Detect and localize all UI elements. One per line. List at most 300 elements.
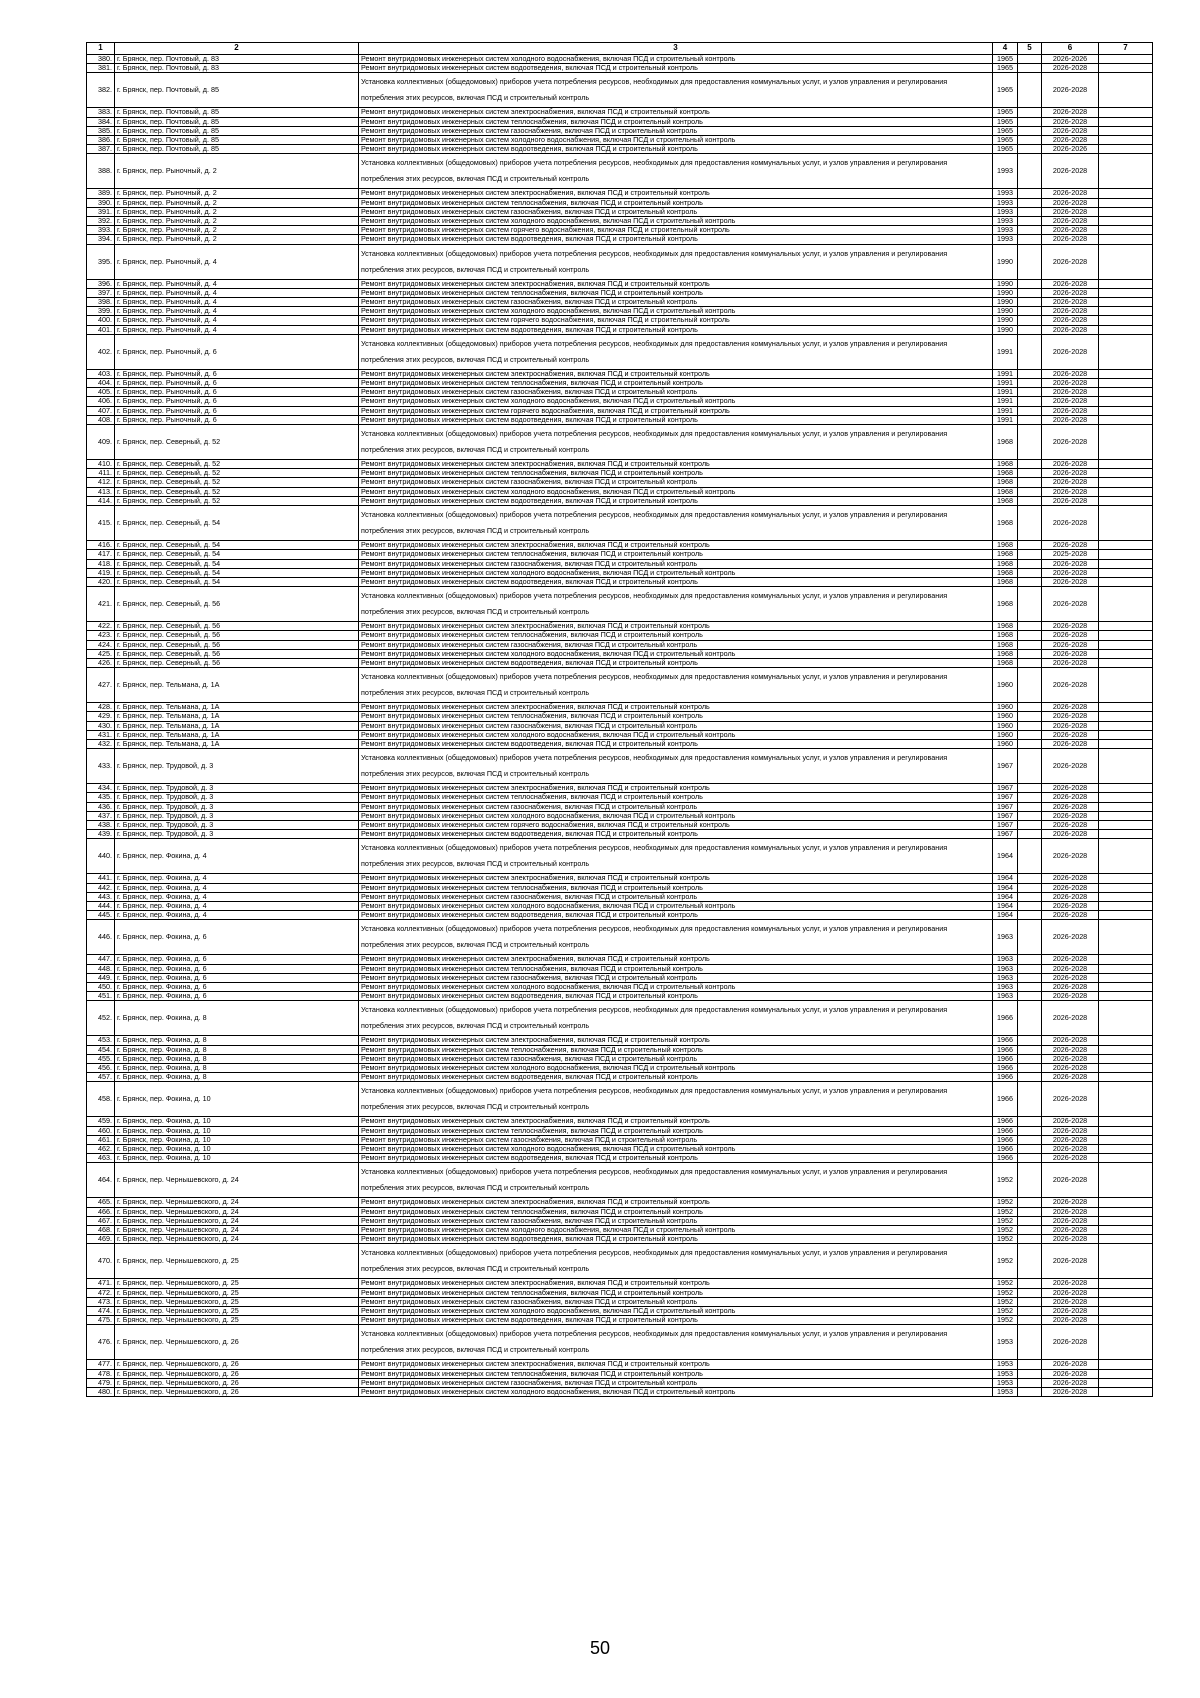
empty-cell [1018, 541, 1042, 550]
empty-cell [1099, 982, 1153, 991]
empty-cell [1018, 1369, 1042, 1378]
year-cell: 1953 [993, 1360, 1018, 1369]
work-type-cell: Ремонт внутридомовых инженерных систем холодного водоснабжения, включая ПСД и строительный контроль [359, 982, 993, 991]
row-number: 401. [87, 325, 115, 334]
period-cell: 2026-2028 [1042, 1126, 1099, 1135]
table-row [87, 1316, 1153, 1325]
row-number: 469. [87, 1235, 115, 1244]
address-cell: г. Брянск, пер. Рыночный, д. 4 [115, 298, 359, 307]
empty-cell [1018, 217, 1042, 226]
empty-cell [1018, 388, 1042, 397]
empty-cell [1018, 226, 1042, 235]
work-type-cell: Ремонт внутридомовых инженерных систем электроснабжения, включая ПСД и строительный контроль [359, 1117, 993, 1126]
work-type-cell: Установка коллективных (общедомовых) приборов учета потребления ресурсов, необходимых для предоставления коммунальных услуг, и узлов управления и регулирования потребления этих ресурсов, включая ПСД и строительный контроль [359, 1325, 993, 1360]
period-cell: 2026-2028 [1042, 1226, 1099, 1235]
period-cell: 2026-2028 [1042, 1279, 1099, 1288]
table-row [87, 478, 1153, 487]
column-header: 6 [1042, 43, 1099, 55]
empty-cell [1099, 506, 1153, 541]
empty-cell [1099, 973, 1153, 982]
empty-cell [1099, 811, 1153, 820]
work-type-cell: Ремонт внутридомовых инженерных систем электроснабжения, включая ПСД и строительный контроль [359, 189, 993, 198]
empty-cell [1099, 920, 1153, 955]
row-number: 452. [87, 1001, 115, 1036]
table-row [87, 1126, 1153, 1135]
table-row [87, 1235, 1153, 1244]
work-type-cell: Установка коллективных (общедомовых) приборов учета потребления ресурсов, необходимых для предоставления коммунальных услуг, и узлов управления и регулирования потребления этих ресурсов, включая ПСД и строительный контроль [359, 920, 993, 955]
work-type-cell: Ремонт внутридомовых инженерных систем холодного водоснабжения, включая ПСД и строительный контроль [359, 136, 993, 145]
empty-cell [1099, 721, 1153, 730]
year-cell: 1968 [993, 658, 1018, 667]
work-type-cell: Ремонт внутридомовых инженерных систем холодного водоснабжения, включая ПСД и строительный контроль [359, 1388, 993, 1397]
row-number: 388. [87, 154, 115, 189]
empty-cell [1018, 658, 1042, 667]
row-number: 447. [87, 955, 115, 964]
period-cell: 2026-2028 [1042, 1235, 1099, 1244]
empty-cell [1018, 1378, 1042, 1387]
table-row [87, 830, 1153, 839]
address-cell: г. Брянск, пер. Тельмана, д. 1А [115, 668, 359, 703]
empty-cell [1018, 1054, 1042, 1063]
empty-cell [1018, 883, 1042, 892]
row-number: 405. [87, 388, 115, 397]
address-cell: г. Брянск, пер. Фокина, д. 6 [115, 992, 359, 1001]
year-cell: 1968 [993, 587, 1018, 622]
year-cell: 1964 [993, 892, 1018, 901]
work-type-cell: Установка коллективных (общедомовых) приборов учета потребления ресурсов, необходимых для предоставления коммунальных услуг, и узлов управления и регулирования потребления этих ресурсов, включая ПСД и строительный контроль [359, 244, 993, 279]
year-cell: 1966 [993, 1082, 1018, 1117]
year-cell: 1968 [993, 496, 1018, 505]
column-header: 2 [115, 43, 359, 55]
address-cell: г. Брянск, пер. Северный, д. 56 [115, 649, 359, 658]
empty-cell [1018, 506, 1042, 541]
year-cell: 1993 [993, 226, 1018, 235]
empty-cell [1018, 207, 1042, 216]
empty-cell [1018, 749, 1042, 784]
address-cell: г. Брянск, пер. Северный, д. 52 [115, 460, 359, 469]
empty-cell [1018, 1388, 1042, 1397]
year-cell: 1965 [993, 73, 1018, 108]
work-type-cell: Ремонт внутридомовых инженерных систем теплоснабжения, включая ПСД и строительный контроль [359, 793, 993, 802]
year-cell: 1965 [993, 126, 1018, 135]
year-cell: 1990 [993, 279, 1018, 288]
table-row [87, 244, 1153, 279]
work-type-cell: Установка коллективных (общедомовых) приборов учета потребления ресурсов, необходимых для предоставления коммунальных услуг, и узлов управления и регулирования потребления этих ресурсов, включая ПСД и строительный контроль [359, 73, 993, 108]
empty-cell [1018, 64, 1042, 73]
row-number: 439. [87, 830, 115, 839]
year-cell: 1967 [993, 820, 1018, 829]
year-cell: 1963 [993, 964, 1018, 973]
work-type-cell: Ремонт внутридомовых инженерных систем газоснабжения, включая ПСД и строительный контроль [359, 1216, 993, 1225]
period-cell: 2026-2028 [1042, 668, 1099, 703]
table-row [87, 739, 1153, 748]
empty-cell [1099, 1117, 1153, 1126]
empty-cell [1099, 739, 1153, 748]
row-number: 471. [87, 1279, 115, 1288]
address-cell: г. Брянск, пер. Чернышевского, д. 25 [115, 1307, 359, 1316]
year-cell: 1967 [993, 811, 1018, 820]
year-cell: 1953 [993, 1325, 1018, 1360]
work-type-cell: Установка коллективных (общедомовых) приборов учета потребления ресурсов, необходимых для предоставления коммунальных услуг, и узлов управления и регулирования потребления этих ресурсов, включая ПСД и строительный контроль [359, 506, 993, 541]
work-type-cell: Ремонт внутридомовых инженерных систем холодного водоснабжения, включая ПСД и строительный контроль [359, 1307, 993, 1316]
year-cell: 1991 [993, 334, 1018, 369]
table-row [87, 397, 1153, 406]
empty-cell [1099, 730, 1153, 739]
period-cell: 2026-2028 [1042, 793, 1099, 802]
year-cell: 1953 [993, 1378, 1018, 1387]
work-type-cell: Ремонт внутридомовых инженерных систем холодного водоснабжения, включая ПСД и строительный контроль [359, 901, 993, 910]
empty-cell [1099, 244, 1153, 279]
period-cell: 2026-2028 [1042, 1244, 1099, 1279]
address-cell: г. Брянск, пер. Рыночный, д. 2 [115, 154, 359, 189]
work-type-cell: Ремонт внутридомовых инженерных систем теплоснабжения, включая ПСД и строительный контроль [359, 1369, 993, 1378]
empty-cell [1099, 1082, 1153, 1117]
year-cell: 1966 [993, 1073, 1018, 1082]
row-number: 399. [87, 307, 115, 316]
address-cell: г. Брянск, пер. Тельмана, д. 1А [115, 712, 359, 721]
table-row [87, 207, 1153, 216]
empty-cell [1018, 721, 1042, 730]
address-cell: г. Брянск, пер. Фокина, д. 6 [115, 964, 359, 973]
row-number: 460. [87, 1126, 115, 1135]
empty-cell [1099, 207, 1153, 216]
work-type-cell: Ремонт внутридомовых инженерных систем холодного водоснабжения, включая ПСД и строительный контроль [359, 730, 993, 739]
period-cell: 2026-2028 [1042, 1288, 1099, 1297]
table-row [87, 730, 1153, 739]
table-row [87, 1307, 1153, 1316]
period-cell: 2026-2028 [1042, 811, 1099, 820]
year-cell: 1952 [993, 1307, 1018, 1316]
empty-cell [1018, 1036, 1042, 1045]
work-type-cell: Установка коллективных (общедомовых) приборов учета потребления ресурсов, необходимых для предоставления коммунальных услуг, и узлов управления и регулирования потребления этих ресурсов, включая ПСД и строительный контроль [359, 749, 993, 784]
address-cell: г. Брянск, пер. Фокина, д. 10 [115, 1082, 359, 1117]
table-row [87, 703, 1153, 712]
address-cell: г. Брянск, пер. Почтовый, д. 85 [115, 126, 359, 135]
year-cell: 1993 [993, 154, 1018, 189]
period-cell: 2026-2028 [1042, 739, 1099, 748]
table-row [87, 793, 1153, 802]
row-number: 426. [87, 658, 115, 667]
empty-cell [1099, 1316, 1153, 1325]
address-cell: г. Брянск, пер. Почтовый, д. 85 [115, 136, 359, 145]
table-row [87, 1198, 1153, 1207]
period-cell: 2026-2028 [1042, 1045, 1099, 1054]
address-cell: г. Брянск, пер. Северный, д. 52 [115, 469, 359, 478]
row-number: 479. [87, 1378, 115, 1387]
work-type-cell: Ремонт внутридомовых инженерных систем холодного водоснабжения, включая ПСД и строительный контроль [359, 1226, 993, 1235]
empty-cell [1099, 1235, 1153, 1244]
address-cell: г. Брянск, пер. Рыночный, д. 6 [115, 369, 359, 378]
empty-cell [1099, 1378, 1153, 1387]
row-number: 380. [87, 55, 115, 64]
empty-cell [1018, 577, 1042, 586]
empty-cell [1018, 487, 1042, 496]
address-cell: г. Брянск, пер. Чернышевского, д. 26 [115, 1325, 359, 1360]
row-number: 386. [87, 136, 115, 145]
row-number: 477. [87, 1360, 115, 1369]
period-cell: 2026-2028 [1042, 73, 1099, 108]
row-number: 475. [87, 1316, 115, 1325]
empty-cell [1018, 108, 1042, 117]
work-type-cell: Установка коллективных (общедомовых) приборов учета потребления ресурсов, необходимых для предоставления коммунальных услуг, и узлов управления и регулирования потребления этих ресурсов, включая ПСД и строительный контроль [359, 839, 993, 874]
address-cell: г. Брянск, пер. Трудовой, д. 3 [115, 830, 359, 839]
table-row [87, 1045, 1153, 1054]
empty-cell [1099, 784, 1153, 793]
table-row [87, 425, 1153, 460]
work-type-cell: Ремонт внутридомовых инженерных систем водоотведения, включая ПСД и строительный контроль [359, 235, 993, 244]
empty-cell [1099, 631, 1153, 640]
year-cell: 1966 [993, 1145, 1018, 1154]
empty-cell [1018, 460, 1042, 469]
year-cell: 1991 [993, 415, 1018, 424]
column-header: 1 [87, 43, 115, 55]
work-type-cell: Ремонт внутридомовых инженерных систем горячего водоснабжения, включая ПСД и строительный контроль [359, 316, 993, 325]
address-cell: г. Брянск, пер. Фокина, д. 8 [115, 1073, 359, 1082]
year-cell: 1990 [993, 307, 1018, 316]
year-cell: 1991 [993, 388, 1018, 397]
empty-cell [1099, 1369, 1153, 1378]
row-number: 413. [87, 487, 115, 496]
empty-cell [1099, 298, 1153, 307]
table-row [87, 874, 1153, 883]
work-type-cell: Ремонт внутридомовых инженерных систем водоотведения, включая ПСД и строительный контроль [359, 1235, 993, 1244]
table-row [87, 559, 1153, 568]
empty-cell [1018, 784, 1042, 793]
period-cell: 2026-2028 [1042, 730, 1099, 739]
period-cell: 2026-2028 [1042, 506, 1099, 541]
table-row [87, 415, 1153, 424]
year-cell: 1966 [993, 1036, 1018, 1045]
work-type-cell: Ремонт внутридомовых инженерных систем холодного водоснабжения, включая ПСД и строительный контроль [359, 397, 993, 406]
year-cell: 1966 [993, 1117, 1018, 1126]
empty-cell [1018, 1244, 1042, 1279]
empty-cell [1099, 622, 1153, 631]
empty-cell [1099, 820, 1153, 829]
table-row [87, 1064, 1153, 1073]
empty-cell [1018, 1045, 1042, 1054]
row-number: 402. [87, 334, 115, 369]
address-cell: г. Брянск, пер. Рыночный, д. 2 [115, 198, 359, 207]
table-row [87, 784, 1153, 793]
period-cell: 2026-2028 [1042, 1388, 1099, 1397]
year-cell: 1952 [993, 1235, 1018, 1244]
work-type-cell: Ремонт внутридомовых инженерных систем газоснабжения, включая ПСД и строительный контроль [359, 126, 993, 135]
address-cell: г. Брянск, пер. Северный, д. 54 [115, 559, 359, 568]
empty-cell [1018, 325, 1042, 334]
table-row [87, 1388, 1153, 1397]
address-cell: г. Брянск, пер. Почтовый, д. 85 [115, 117, 359, 126]
year-cell: 1968 [993, 649, 1018, 658]
work-type-cell: Ремонт внутридомовых инженерных систем электроснабжения, включая ПСД и строительный контроль [359, 622, 993, 631]
period-cell: 2026-2028 [1042, 820, 1099, 829]
year-cell: 1990 [993, 316, 1018, 325]
period-cell: 2026-2028 [1042, 1307, 1099, 1316]
year-cell: 1967 [993, 802, 1018, 811]
address-cell: г. Брянск, пер. Северный, д. 54 [115, 506, 359, 541]
empty-cell [1018, 244, 1042, 279]
document-page [86, 42, 1152, 1397]
row-number: 390. [87, 198, 115, 207]
row-number: 454. [87, 1045, 115, 1054]
empty-cell [1099, 288, 1153, 297]
empty-cell [1099, 830, 1153, 839]
row-number: 468. [87, 1226, 115, 1235]
address-cell: г. Брянск, пер. Фокина, д. 4 [115, 901, 359, 910]
period-cell: 2026-2028 [1042, 749, 1099, 784]
empty-cell [1018, 154, 1042, 189]
empty-cell [1099, 406, 1153, 415]
empty-cell [1099, 901, 1153, 910]
table-row [87, 334, 1153, 369]
year-cell: 1990 [993, 244, 1018, 279]
period-cell: 2026-2028 [1042, 1216, 1099, 1225]
row-number: 398. [87, 298, 115, 307]
empty-cell [1099, 73, 1153, 108]
row-number: 383. [87, 108, 115, 117]
period-cell: 2026-2028 [1042, 973, 1099, 982]
empty-cell [1099, 892, 1153, 901]
work-type-cell: Ремонт внутридомовых инженерных систем водоотведения, включая ПСД и строительный контроль [359, 145, 993, 154]
year-cell: 1968 [993, 622, 1018, 631]
work-type-cell: Ремонт внутридомовых инженерных систем теплоснабжения, включая ПСД и строительный контроль [359, 1126, 993, 1135]
empty-cell [1018, 55, 1042, 64]
address-cell: г. Брянск, пер. Трудовой, д. 3 [115, 784, 359, 793]
year-cell: 1963 [993, 973, 1018, 982]
empty-cell [1099, 1073, 1153, 1082]
year-cell: 1968 [993, 631, 1018, 640]
empty-cell [1018, 1117, 1042, 1126]
work-type-cell: Ремонт внутридомовых инженерных систем электроснабжения, включая ПСД и строительный контроль [359, 784, 993, 793]
empty-cell [1018, 622, 1042, 631]
year-cell: 1968 [993, 506, 1018, 541]
period-cell: 2026-2028 [1042, 1360, 1099, 1369]
empty-cell [1018, 964, 1042, 973]
address-cell: г. Брянск, пер. Рыночный, д. 2 [115, 235, 359, 244]
year-cell: 1952 [993, 1198, 1018, 1207]
address-cell: г. Брянск, пер. Фокина, д. 4 [115, 892, 359, 901]
work-type-cell: Ремонт внутридомовых инженерных систем электроснабжения, включая ПСД и строительный контроль [359, 1279, 993, 1288]
empty-cell [1099, 478, 1153, 487]
work-type-cell: Ремонт внутридомовых инженерных систем электроснабжения, включая ПСД и строительный контроль [359, 108, 993, 117]
work-type-cell: Ремонт внутридомовых инженерных систем теплоснабжения, включая ПСД и строительный контроль [359, 1207, 993, 1216]
table-row [87, 1163, 1153, 1198]
empty-cell [1099, 955, 1153, 964]
year-cell: 1967 [993, 784, 1018, 793]
address-cell: г. Брянск, пер. Чернышевского, д. 25 [115, 1244, 359, 1279]
empty-cell [1099, 388, 1153, 397]
empty-cell [1018, 1235, 1042, 1244]
period-cell: 2026-2028 [1042, 649, 1099, 658]
empty-cell [1099, 568, 1153, 577]
empty-cell [1018, 298, 1042, 307]
year-cell: 1960 [993, 730, 1018, 739]
table-row [87, 640, 1153, 649]
year-cell: 1952 [993, 1279, 1018, 1288]
period-cell: 2026-2028 [1042, 577, 1099, 586]
year-cell: 1968 [993, 640, 1018, 649]
work-type-cell: Ремонт внутридомовых инженерных систем газоснабжения, включая ПСД и строительный контроль [359, 721, 993, 730]
empty-cell [1018, 631, 1042, 640]
row-number: 448. [87, 964, 115, 973]
address-cell: г. Брянск, пер. Трудовой, д. 3 [115, 793, 359, 802]
address-cell: г. Брянск, пер. Рыночный, д. 2 [115, 207, 359, 216]
empty-cell [1099, 425, 1153, 460]
empty-cell [1099, 1216, 1153, 1225]
row-number: 472. [87, 1288, 115, 1297]
row-number: 467. [87, 1216, 115, 1225]
empty-cell [1018, 1198, 1042, 1207]
table-row [87, 369, 1153, 378]
column-header: 3 [359, 43, 993, 55]
address-cell: г. Брянск, пер. Чернышевского, д. 25 [115, 1316, 359, 1325]
empty-cell [1018, 1297, 1042, 1306]
period-cell: 2026-2028 [1042, 126, 1099, 135]
empty-cell [1099, 883, 1153, 892]
table-row [87, 658, 1153, 667]
address-cell: г. Брянск, пер. Чернышевского, д. 26 [115, 1369, 359, 1378]
work-type-cell: Ремонт внутридомовых инженерных систем газоснабжения, включая ПСД и строительный контроль [359, 478, 993, 487]
row-number: 404. [87, 379, 115, 388]
empty-cell [1099, 874, 1153, 883]
address-cell: г. Брянск, пер. Рыночный, д. 4 [115, 288, 359, 297]
empty-cell [1018, 1325, 1042, 1360]
address-cell: г. Брянск, пер. Рыночный, д. 6 [115, 406, 359, 415]
period-cell: 2026-2028 [1042, 207, 1099, 216]
table-row [87, 64, 1153, 73]
row-number: 461. [87, 1135, 115, 1144]
address-cell: г. Брянск, пер. Фокина, д. 4 [115, 883, 359, 892]
work-type-cell: Ремонт внутридомовых инженерных систем теплоснабжения, включая ПСД и строительный контроль [359, 1045, 993, 1054]
work-type-cell: Ремонт внутридомовых инженерных систем газоснабжения, включая ПСД и строительный контроль [359, 1297, 993, 1306]
period-cell: 2026-2028 [1042, 154, 1099, 189]
year-cell: 1968 [993, 550, 1018, 559]
period-cell: 2026-2028 [1042, 388, 1099, 397]
period-cell: 2026-2028 [1042, 397, 1099, 406]
empty-cell [1018, 811, 1042, 820]
empty-cell [1018, 668, 1042, 703]
year-cell: 1960 [993, 721, 1018, 730]
table-row [87, 235, 1153, 244]
empty-cell [1099, 279, 1153, 288]
row-number: 437. [87, 811, 115, 820]
address-cell: г. Брянск, пер. Фокина, д. 10 [115, 1135, 359, 1144]
empty-cell [1018, 1135, 1042, 1144]
empty-cell [1099, 1036, 1153, 1045]
work-type-cell: Ремонт внутридомовых инженерных систем теплоснабжения, включая ПСД и строительный контроль [359, 198, 993, 207]
work-type-cell: Установка коллективных (общедомовых) приборов учета потребления ресурсов, необходимых для предоставления коммунальных услуг, и узлов управления и регулирования потребления этих ресурсов, включая ПСД и строительный контроль [359, 1082, 993, 1117]
work-type-cell: Ремонт внутридомовых инженерных систем электроснабжения, включая ПСД и строительный контроль [359, 541, 993, 550]
row-number: 397. [87, 288, 115, 297]
empty-cell [1018, 568, 1042, 577]
work-type-cell: Ремонт внутридомовых инженерных систем газоснабжения, включая ПСД и строительный контроль [359, 892, 993, 901]
empty-cell [1099, 1288, 1153, 1297]
empty-cell [1099, 1244, 1153, 1279]
empty-cell [1018, 1288, 1042, 1297]
row-number: 440. [87, 839, 115, 874]
empty-cell [1018, 649, 1042, 658]
row-number: 415. [87, 506, 115, 541]
period-cell: 2026-2028 [1042, 288, 1099, 297]
empty-cell [1018, 820, 1042, 829]
empty-cell [1099, 1054, 1153, 1063]
period-cell: 2026-2026 [1042, 145, 1099, 154]
work-type-cell: Ремонт внутридомовых инженерных систем теплоснабжения, включая ПСД и строительный контроль [359, 631, 993, 640]
period-cell: 2026-2028 [1042, 244, 1099, 279]
work-type-cell: Ремонт внутридомовых инженерных систем электроснабжения, включая ПСД и строительный контроль [359, 1036, 993, 1045]
work-type-cell: Ремонт внутридомовых инженерных систем газоснабжения, включая ПСД и строительный контроль [359, 1054, 993, 1063]
address-cell: г. Брянск, пер. Северный, д. 54 [115, 541, 359, 550]
address-cell: г. Брянск, пер. Рыночный, д. 6 [115, 388, 359, 397]
